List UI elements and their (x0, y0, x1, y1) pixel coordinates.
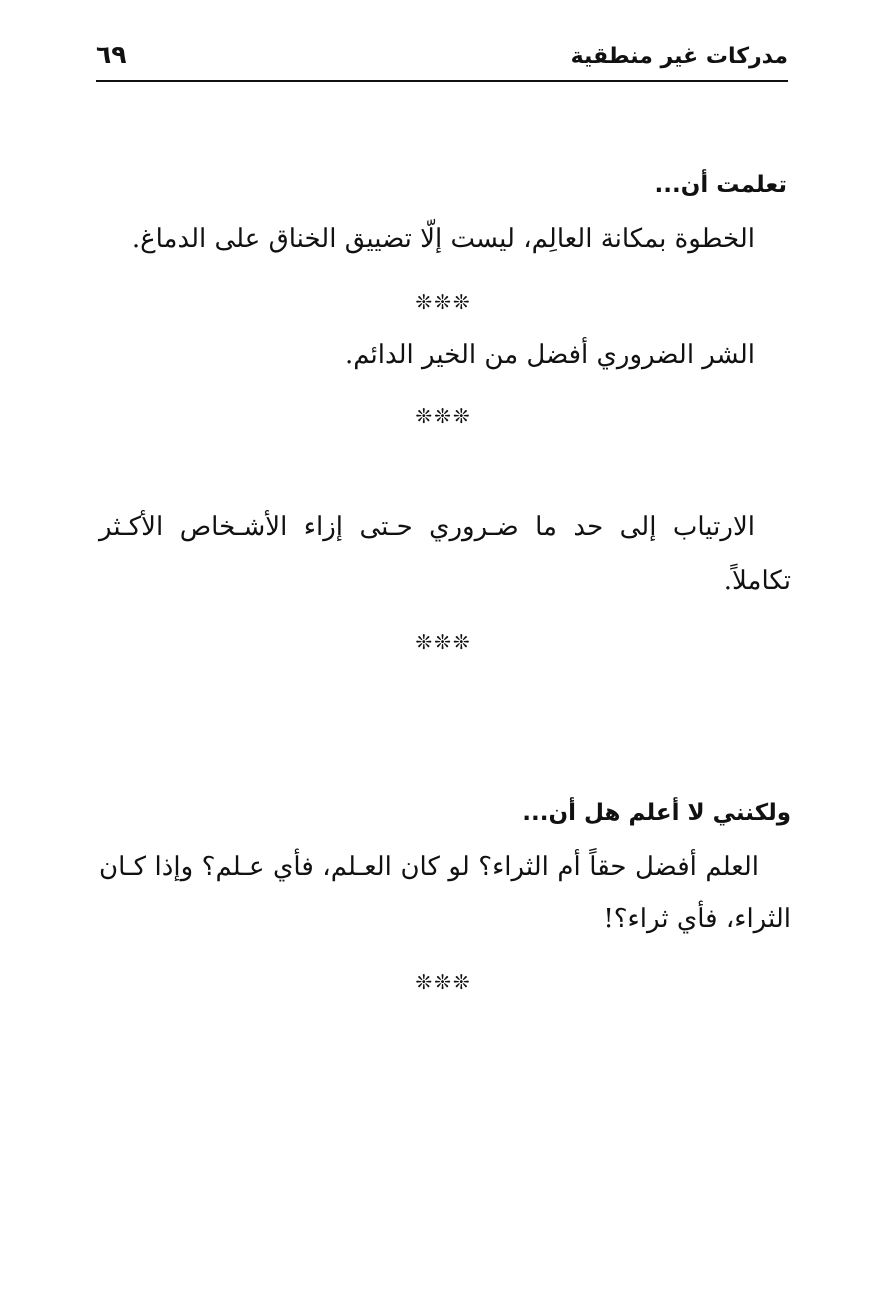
running-header (96, 40, 788, 82)
section-heading-dont-know: ولكنني لا أعلم هل أن... (522, 800, 791, 826)
paragraph-knowledge-line-2: الثراء، فأي ثراء؟! (603, 904, 791, 934)
paragraph-doubt-line-1: الارتياب إلى حد ما ضـروري حـتى إزاء الأشـخاص الأكـثر (99, 512, 755, 542)
section-heading-learned: تعلمت أن... (654, 172, 787, 198)
asterism-separator: ❊❊❊ (415, 404, 472, 428)
page-number: ٦٩ (96, 40, 127, 69)
asterism-separator: ❊❊❊ (415, 630, 472, 654)
paragraph-knowledge-line-1: العلم أفضل حقاً أم الثراء؟ لو كان العـلم، فأي عـلم؟ وإذا كـان (99, 852, 759, 882)
paragraph-doubt-line-2: تكاملاً. (723, 566, 791, 596)
paragraph-evil-line: الشر الضروري أفضل من الخير الدائم. (344, 340, 755, 370)
paragraph-step-line: الخطوة بمكانة العالِم، ليست إلّا تضييق الخناق على الدماغ. (131, 224, 755, 254)
book-title: مدركات غير منطقية (570, 44, 788, 69)
asterism-separator: ❊❊❊ (415, 970, 472, 994)
asterism-separator: ❊❊❊ (415, 290, 472, 314)
